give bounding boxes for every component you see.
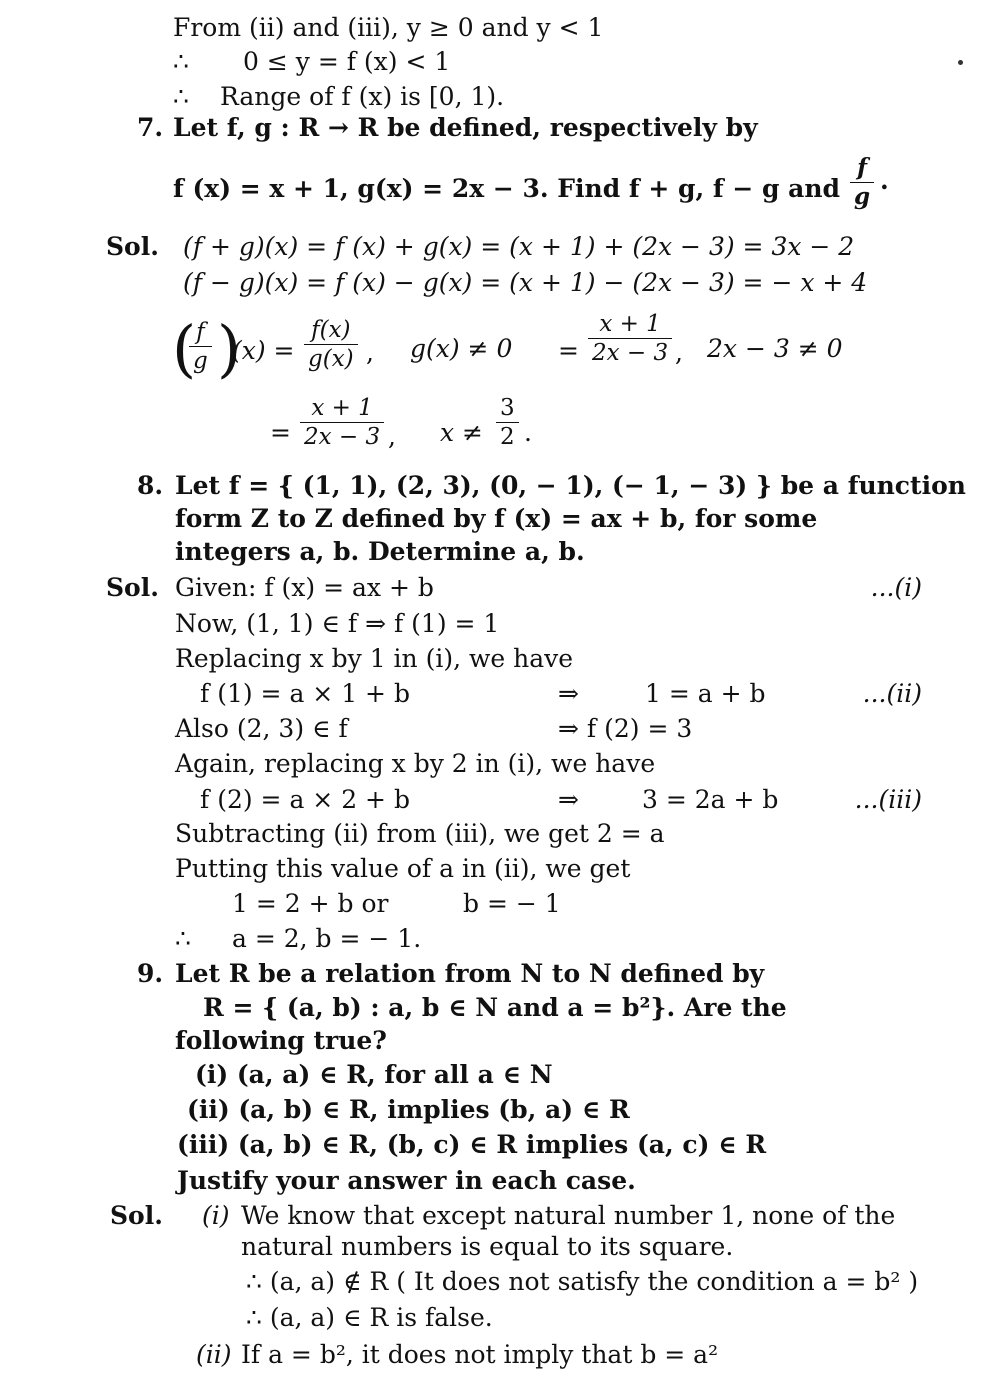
question-text: Let R be a relation from N to N defined by [175,959,765,988]
fraction-denominator: 2x − 3 [592,340,669,366]
part-label: (ii) [196,1340,232,1369]
fraction-f-over-g [189,318,212,375]
fraction-fx-over-gx [304,316,358,373]
fraction-x-plus-1-over-2x-minus-3 [300,394,384,451]
question-text: R = { (a, b) : a, b ∈ N and a = b²}. Are the [203,993,787,1022]
therefore-symbol: ∴ [173,82,189,111]
equation-ref: ...(ii) [862,679,922,708]
text-line: ∴ (a, a) ∈ R is false. [246,1303,493,1332]
fraction-numerator: x + 1 [300,394,384,423]
text-line: natural numbers is equal to its square. [241,1232,734,1261]
text-line: Range of f (x) is [0, 1). [220,82,505,111]
condition-text: x ≠ [440,418,483,447]
solution-label: Sol. [110,1201,163,1230]
fraction-f-over-g [850,154,874,211]
question-number: 9. [137,959,164,988]
left-paren: ( [172,312,197,385]
question-text: Let f = { (1, 1), (2, 3), (0, − 1), (− 1, − 3) } be a function [175,471,966,500]
solution-label: Sol. [106,232,159,261]
text-line: Again, replacing x by 2 in (i), we have [175,749,656,778]
fraction-numerator: 3 [496,394,519,423]
period: . [880,166,889,195]
equation-line: f (2) = a × 2 + b [200,785,410,814]
text-line: ∴ (a, a) ∉ R ( It does not satisfy the condition a = b² ) [246,1267,919,1296]
question-text: form Z to Z defined by f (x) = ax + b, for some [175,504,818,533]
fraction-denominator: 2 [500,424,515,450]
comma: , [388,422,396,451]
fraction-3-over-2 [496,394,519,451]
text-line: We know that except natural number 1, none of the [241,1201,896,1230]
equation-text: (x) = [232,336,295,365]
question-number: 8. [137,471,164,500]
question-part: (i) (a, a) ∈ R, for all a ∈ N [195,1060,553,1089]
fraction-numerator: f [850,154,874,183]
question-text: following true? [175,1026,387,1055]
equation-line: (f + g)(x) = f (x) + g(x) = (x + 1) + (2x − 3) = 3x − 2 [183,232,855,261]
text-line: 0 ≤ y = f (x) < 1 [243,47,451,76]
therefore-symbol: ∴ [175,924,191,953]
solution-label: Sol. [106,573,159,602]
equation-line: ⇒ f (2) = 3 [558,714,693,743]
equation-line: (f − g)(x) = f (x) − g(x) = (x + 1) − (2x − 3) = − x + 4 [183,268,868,297]
right-paren: ) [217,312,242,385]
equation-line: f (1) = a × 1 + b [200,679,410,708]
fraction-numerator: f(x) [304,316,358,345]
question-text: Justify your answer in each case. [177,1166,636,1195]
equals-sign: = [270,418,291,447]
question-text: Let f, g : R → R be defined, respectively by [173,113,758,142]
equation-line: Now, (1, 1) ∈ f ⇒ f (1) = 1 [175,609,500,638]
comma: , [366,338,374,367]
text-line: Replacing x by 1 in (i), we have [175,644,574,673]
fraction-denominator: g [193,348,208,374]
equation-line: 3 = 2a + b [642,785,779,814]
text-line: From (ii) and (iii), y ≥ 0 and y < 1 [173,13,604,42]
equation-line: 1 = a + b [645,679,766,708]
equation-line: Also (2, 3) ∈ f [175,714,348,743]
fraction-denominator: g(x) [308,346,354,372]
condition-text: 2x − 3 ≠ 0 [707,334,843,363]
equation-line: a = 2, b = − 1. [232,924,422,953]
equation-ref: ...(iii) [854,785,922,814]
question-part: (ii) (a, b) ∈ R, implies (b, a) ∈ R [187,1095,630,1124]
scan-speck [958,60,963,65]
equation-line: 1 = 2 + b or [232,889,389,918]
implies-symbol: ⇒ [558,679,579,708]
question-text: f (x) = x + 1, g(x) = 2x − 3. Find f + g, f − g and [173,174,841,203]
text-line: Putting this value of a in (ii), we get [175,854,631,883]
implies-symbol: ⇒ [558,785,579,814]
fraction-numerator: x + 1 [588,310,672,339]
equals-sign: = [558,336,579,365]
fraction-numerator: f [189,318,212,347]
text-line: If a = b², it does not imply that b = a² [241,1340,719,1369]
fraction-denominator: 2x − 3 [304,424,381,450]
question-part: (iii) (a, b) ∈ R, (b, c) ∈ R implies (a, c) ∈ R [177,1130,767,1159]
therefore-symbol: ∴ [173,47,189,76]
part-label: (i) [202,1201,230,1230]
fraction-denominator: g [854,183,871,210]
text-line: Subtracting (ii) from (iii), we get 2 = a [175,819,665,848]
equation-line: b = − 1 [463,889,561,918]
equation-line: Given: f (x) = ax + b [175,573,434,602]
comma: , [675,338,683,367]
question-text: integers a, b. Determine a, b. [175,537,585,566]
question-number: 7. [137,113,164,142]
fraction-x-plus-1-over-2x-minus-3 [588,310,672,367]
period: . [524,418,532,447]
condition-text: g(x) ≠ 0 [410,334,513,363]
equation-ref: ...(i) [870,573,922,602]
